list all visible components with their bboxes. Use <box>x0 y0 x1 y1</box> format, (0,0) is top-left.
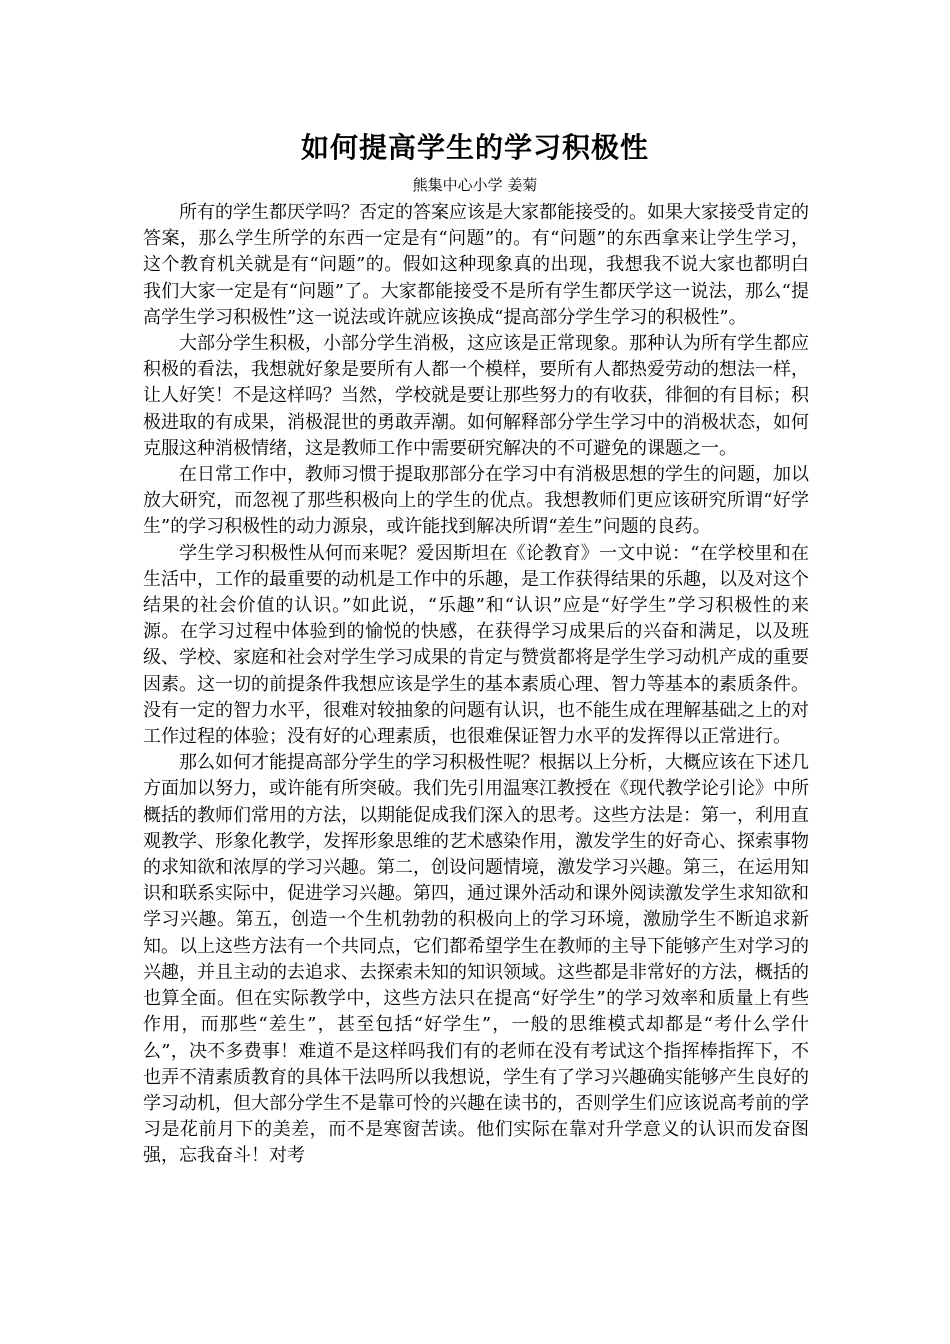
paragraph: 在日常工作中，教师习惯于提取那部分在学习中有消极思想的学生的问题，加以放大研究，而忽视了那些积极向上的学生的优点。我想教师们更应该研究所谓“好学生”的学习积极性的动力源泉，或许能找到解决所谓“差生”问题的良药。 <box>143 464 809 538</box>
paragraph: 大部分学生积极，小部分学生消极，这应该是正常现象。那种认为所有学生都应积极的看法，我想就好象是要所有人都一个模样，要所有人都热爱劳动的想法一样，让人好笑！不是这样吗？当然，学校就是要让那些努力的有收获，徘徊的有目标；积极进取的有成果，消极混世的勇敢弄潮。如何解释部分学生学习中的消极状态，如何克服这种消极情绪，这是教师工作中需要研究解决的不可避免的课题之一。 <box>143 333 809 459</box>
document-title: 如何提高学生的学习积极性 <box>300 131 649 164</box>
paragraph: 所有的学生都厌学吗？否定的答案应该是大家都能接受的。如果大家接受肯定的答案，那么学生所学的东西一定是有“问题”的。有“问题”的东西拿来让学生学习，这个教育机关就是有“问题”的。假如这种现象真的出现，我想我不说大家也都明白我们大家一定是有“问题”了。大家都能接受不是所有学生都厌学这一说法，那么“提高学生学习积极性”这一说法或许就应该换成“提高部分学生学习的积极性”。 <box>143 202 809 328</box>
paragraph: 那么如何才能提高部分学生的学习积极性呢？根据以上分析，大概应该在下述几方面加以努力，或许能有所突破。我们先引用温寒江教授在《现代教学论引论》中所概括的教师们常用的方法，以期能促成我们深入的思考。这些方法是：第一，利用直观教学、形象化教学，发挥形象思维的艺术感染作用，激发学生的好奇心、探索事物的求知欲和浓厚的学习兴趣。第二，创设问题情境，激发学习兴趣。第三，在运用知识和联系实际中，促进学习兴趣。第四，通过课外活动和课外阅读激发学生求知欲和学习兴趣。第五，创造一个生机勃勃的积极向上的学习环境，激励学生不断追求新知。以上这些方法有一个共同点，它们都希望学生在教师的主导下能够产生对学习的兴趣，并且主动的去追求、去探索未知的知识领域。这些都是非常好的方法，概括的也算全面。但在实际教学中，这些方法只在提高“好学生”的学习效率和质量上有些作用，而那些“差生”，甚至包括“好学生”，一般的思维模式却都是“考什么学什么”，决不多费事！难道不是这样吗我们有的老师在没有考试这个指挥棒指挥下，不也弄不清素质教育的具体干法吗所以我想说，学生有了学习兴趣确实能够产生良好的学习动机，但大部分学生不是靠可怜的兴趣在读书的，否则学生们应该说高考前的学习是花前月下的美差，而不是寒窗苦读。他们实际在靠对升学意义的认识而发奋图强，忘我奋斗！对考 <box>143 752 809 1167</box>
document-body <box>143 200 809 1170</box>
paragraph: 学生学习积极性从何而来呢？爱因斯坦在《论教育》一文中说：“在学校里和在生活中，工作的最重要的动机是工作中的乐趣，是工作获得结果的乐趣，以及对这个结果的社会价值的认识。”如此说，“乐趣”和“认识”应是“好学生”学习积极性的来源。在学习过程中体验到的愉悦的快感，在获得学习成果后的兴奋和满足，以及班级、学校、家庭和社会对学生学习成果的肯定与赞赏都将是学生学习动机产成的重要因素。这一切的前提条件我想应该是学生的基本素质心理、智力等基本的素质条件。没有一定的智力水平，很难对较抽象的问题有认识，也不能生成在理解基础之上的对工作过程的体验；没有好的心理素质，也很难保证智力水平的发挥得以正常进行。 <box>143 542 809 748</box>
document-byline: 熊集中心小学 姜菊 <box>412 176 538 194</box>
